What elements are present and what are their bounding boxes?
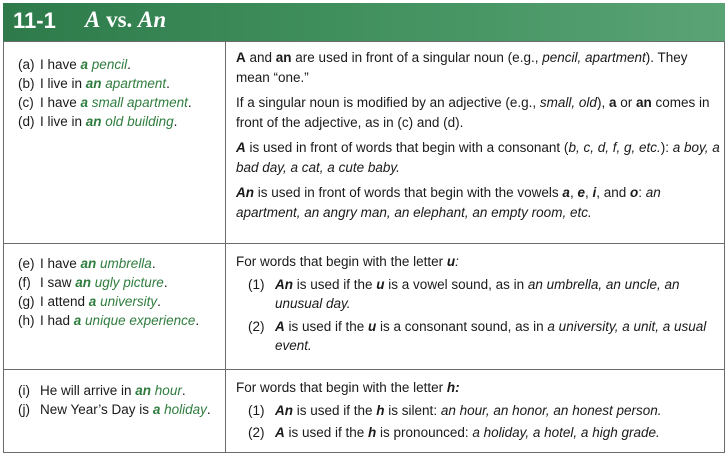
examples-column [4, 370, 226, 452]
explanation-paragraph: A and an are used in front of a singular noun (e.g., pencil, apartment). They mean “one.” [236, 50, 688, 85]
explanation-paragraph: An is used in front of words that begin with the vowels a, e, i, and o: an apartment, an angry man, an elephant, an empty room, etc. [236, 185, 661, 220]
table-row [4, 370, 724, 452]
explanation-column [226, 244, 724, 369]
examples-column [4, 244, 226, 369]
explanation-paragraph: A is used in front of words that begin with a consonant (b, c, d, f, g, etc.): a boy, a bad day, a cat, a cute baby. [236, 140, 720, 175]
chart-table [3, 41, 725, 453]
explanation-column [226, 370, 724, 452]
title-an: An [138, 7, 167, 32]
explanation-intro: For words that begin with the letter h: [236, 380, 460, 395]
example-sentence: (h) I had a unique experience. [18, 313, 200, 328]
example-sentence: (f) I saw an ugly picture. [18, 275, 168, 290]
example-sentence: (b) I live in an apartment. [18, 76, 170, 91]
chart-number: 11-1 [13, 8, 56, 33]
explanation-item: (1) An is used if the u is a vowel sound, as in an umbrella, an uncle, an unusual day. [248, 276, 680, 311]
example-sentence: (e) I have an umbrella. [18, 256, 156, 271]
explanation-item: (2) A is used if the h is pronounced: a holiday, a hotel, a high grade. [248, 425, 660, 440]
chart-title [85, 7, 166, 33]
example-sentence: (a) I have a pencil. [18, 57, 131, 72]
explanation-item: (2) A is used if the u is a consonant sound, as in a university, a unit, a usual event. [248, 318, 707, 353]
explanation-column [226, 42, 724, 243]
title-vs: vs. [100, 7, 139, 32]
example-sentence: (d) I live in an old building. [18, 114, 178, 129]
examples-column [4, 42, 226, 243]
example-sentence: (j) New Year’s Day is a holiday. [18, 402, 211, 417]
example-sentence: (g) I attend a university. [18, 294, 161, 309]
example-sentence: (c) I have a small apartment. [18, 95, 192, 110]
explanation-paragraph: If a singular noun is modified by an adjective (e.g., small, old), a or an comes in front of the adjective, as in (c) and (d). [236, 95, 710, 130]
example-sentence: (i) He will arrive in an hour. [18, 383, 186, 398]
table-row [4, 244, 724, 370]
chart-header [3, 3, 725, 41]
table-row [4, 42, 724, 244]
title-a: A [85, 7, 101, 32]
explanation-intro: For words that begin with the letter u: [236, 254, 459, 269]
explanation-item: (1) An is used if the h is silent: an hour, an honor, an honest person. [248, 402, 662, 418]
grammar-chart [3, 3, 725, 453]
